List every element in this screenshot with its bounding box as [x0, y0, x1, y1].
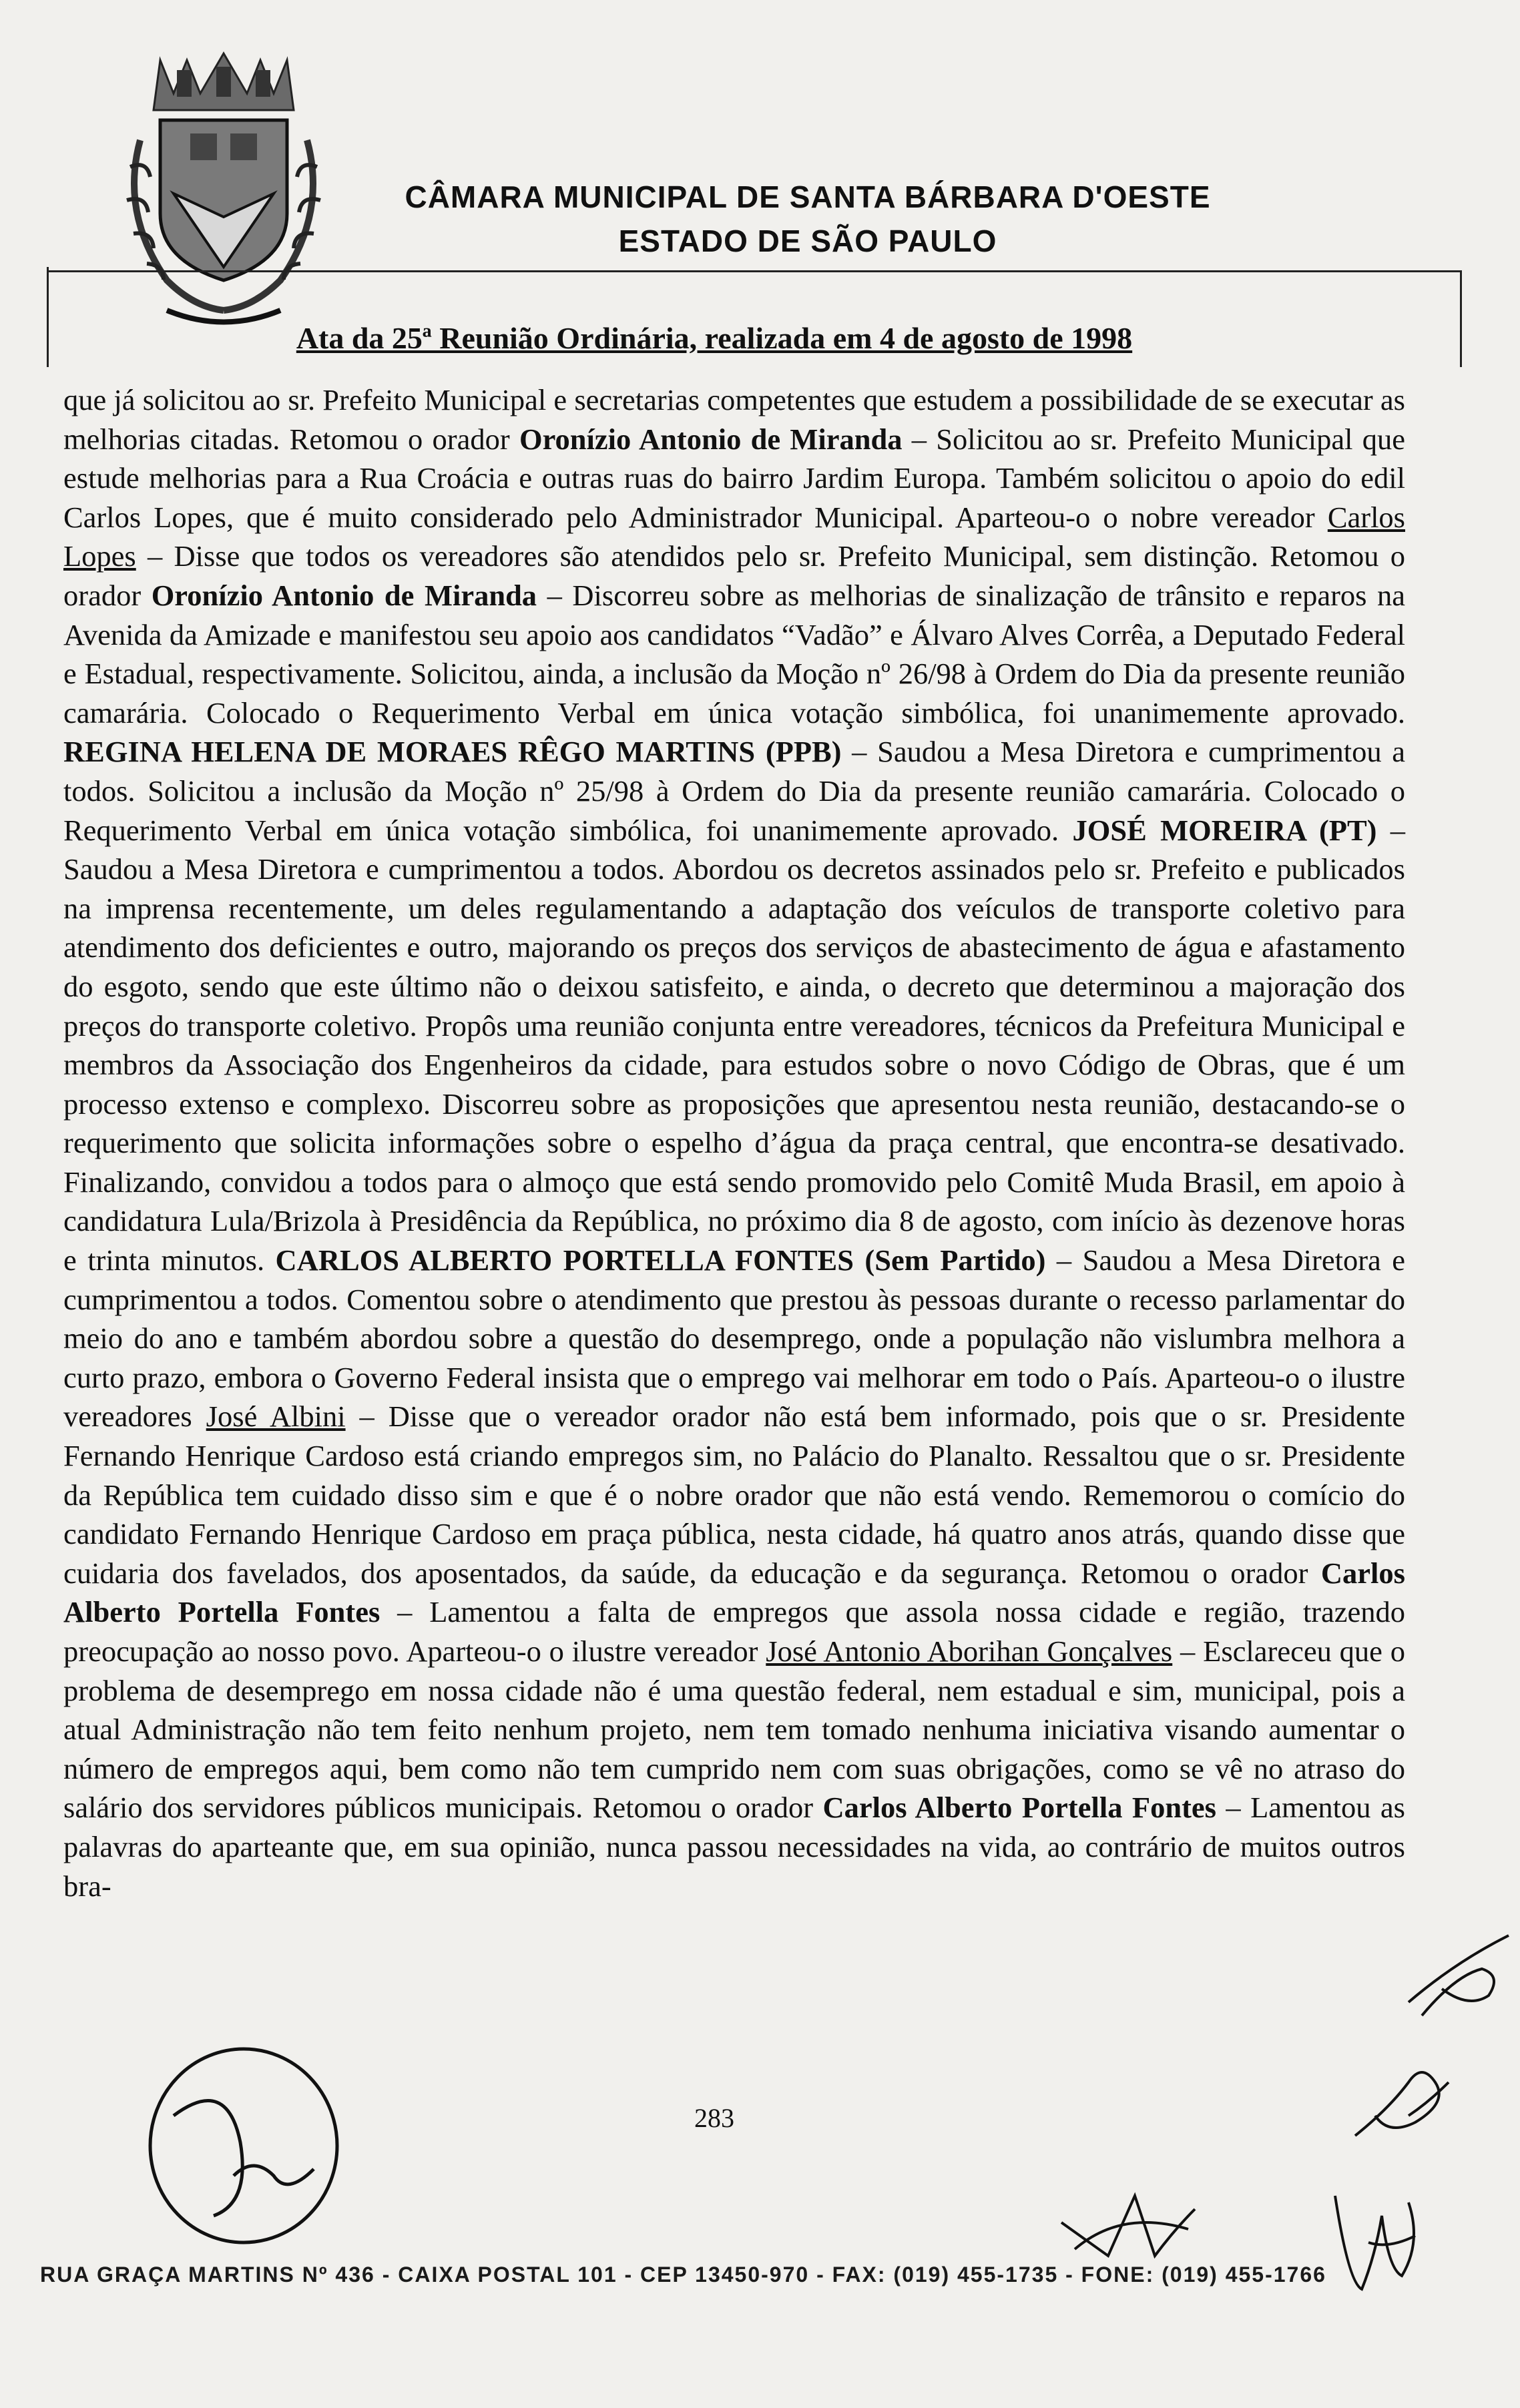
body-text-run: que já solicitou ao sr. Prefeito Municipal e secretarias competentes que estudem a possibilidade de se executar as melhorias citadas. Retomou o orador — [63, 383, 1405, 456]
body-text-run: – Lamentou a falta de empregos que assola nossa cidade e região, trazendo preocupação ao nosso povo. Aparteou-o o ilustre vereador — [63, 1595, 1405, 1668]
minutes-paragraph — [63, 380, 1405, 1905]
body-text-run: – Disse que o vereador orador não está bem informado, pois que o sr. Presidente Fernando Henrique Cardoso está criando empregos sim, no Palácio do Planalto. Ressaltou que o sr. Presidente da República tem cuidado disso sim e que é o nobre orador que não está vendo. Rememorou o comício do candidato Fernando Henrique Cardoso em praça pública, nesta cidade, há quatro anos atrás, quando disse que cuidaria dos favelados, dos aposentados, da saúde, da educação e da segurança. Retomou o orador — [63, 1400, 1405, 1590]
speaker-name: Oronízio Antonio de Miranda — [151, 578, 537, 612]
minutes-title: Ata da 25ª Reunião Ordinária, realizada em 4 de agosto de 1998 — [296, 321, 1133, 355]
speaker-name: REGINA HELENA DE MORAES RÊGO MARTINS (PPB) — [63, 735, 842, 769]
body-text-run: – Lamentou as palavras do aparteante que, em sua opinião, nunca passou necessidades na vida, ao contrário de muitos outros bra- — [63, 1791, 1405, 1903]
aparteante-name: José Albini — [206, 1400, 346, 1434]
speaker-name: Carlos Alberto Portella Fontes — [63, 1556, 1405, 1629]
header-vertical-rule-right — [1460, 270, 1462, 367]
aparteante-name: Carlos Lopes — [63, 500, 1405, 573]
header-horizontal-rule — [47, 270, 1462, 272]
institution-name: CÂMARA MUNICIPAL DE SANTA BÁRBARA D'OESTE — [405, 180, 1211, 214]
body-text-run: – Saudou a Mesa Diretora e cumprimentou a todos. Comentou sobre o atendimento que prestou às pessoas durante o recesso parlamentar do meio do ano e também abordou sobre a questão do desemprego, onde a população não vislumbra melhora a curto prazo, embora o Governo Federal insista que o emprego vai melhorar em todo o País. Aparteou-o o ilustre vereadores — [63, 1243, 1405, 1434]
body-text-run: – Disse que todos os vereadores são atendidos pelo sr. Prefeito Municipal, sem distinção. Retomou o orador — [63, 539, 1405, 612]
speaker-name: JOSÉ MOREIRA (PT) — [1072, 813, 1377, 847]
handwritten-signature-left — [134, 2036, 354, 2256]
speaker-name: Carlos Alberto Portella Fontes — [822, 1791, 1216, 1825]
handwritten-mark-margin — [1402, 1922, 1515, 2022]
handwritten-initials-right — [1348, 2056, 1462, 2156]
municipal-coat-of-arms-icon — [113, 47, 334, 327]
header-vertical-rule-left — [47, 267, 49, 367]
body-text-run: – Solicitou ao sr. Prefeito Municipal que estude melhorias para a Rua Croácia e outras ruas do bairro Jardim Europa. Também solicitou o apoio do edil Carlos Lopes, que é muito considerado pelo Administrador Municipal. Aparteou-o o nobre vereador — [63, 422, 1406, 534]
aparteante-name: José Antonio Aborihan Gonçalves — [766, 1634, 1173, 1668]
speaker-name: CARLOS ALBERTO PORTELLA FONTES (Sem Partido) — [275, 1243, 1046, 1277]
address-footer: RUA GRAÇA MARTINS Nº 436 - CAIXA POSTAL 101 - CEP 13450-970 - FAX: (019) 455-1735 - FONE: (019) 455-1766 — [40, 2263, 1326, 2287]
state-name: ESTADO DE SÃO PAULO — [618, 224, 997, 258]
speaker-name: Oronízio Antonio de Miranda — [519, 422, 903, 456]
body-text-run: – Discorreu sobre as melhorias de sinalização de trânsito e reparos na Avenida da Amizade e manifestou seu apoio aos candidatos “Vadão” e Álvaro Alves Corrêa, a Deputado Federal e Estadual, respectivamente. Solicitou, ainda, a inclusão da Moção nº 26/98 à Ordem do Dia da presente reunião camarária. Colocado o Requerimento Verbal em única votação simbólica, foi unanimemente aprovado. — [63, 578, 1406, 729]
handwritten-signature-bottom-center — [1055, 2182, 1202, 2269]
page-number: 283 — [694, 2103, 734, 2133]
body-text-run: – Esclareceu que o problema de desemprego em nossa cidade não é uma questão federal, nem estadual e sim, municipal, pois a atual Administração não tem feito nenhum projeto, nem tem tomado nenhuma iniciativa visando aumentar o número de empregos aqui, bem como não tem cumprido nem com suas obrigações, como se vê no atraso do salário dos servidores públicos municipais. Retomou o orador — [63, 1634, 1405, 1825]
body-text-run: – Saudou a Mesa Diretora e cumprimentou a todos. Solicitou a inclusão da Moção nº 25/98 à Ordem do Dia da presente reunião camarária. Colocado o Requerimento Verbal em única votação simbólica, foi unanimemente aprovado. — [63, 735, 1406, 847]
body-text-run: – Saudou a Mesa Diretora e cumprimentou a todos. Abordou os decretos assinados pelo sr. Prefeito e publicados na imprensa recentemente, um deles regulamentando a adaptação dos veículos de transporte coletivo para atendimento dos deficientes e outro, majorando os preços dos serviços de abastecimento de água e afastamento do esgoto, sendo que este último não o deixou satisfeito, e ainda, o decreto que determinou a majoração dos preços do transporte coletivo. Propôs uma reunião conjunta entre vereadores, técnicos da Prefeitura Municipal e membros da Associação dos Engenheiros da cidade, para estudos sobre o novo Código de Obras, que é um processo extenso e complexo. Discorreu sobre as proposições que apresentou nesta reunião, destacando-se o requerimento que solicita informações sobre o espelho d’água da praça central, que encontra-se desativado. Finalizando, convidou a todos para o almoço que está sendo promovido pelo Comitê Muda Brasil, em apoio à candidatura Lula/Brizola à Presidência da República, no próximo dia 8 de agosto, com início às dezenove horas e trinta minutos. — [63, 813, 1406, 1277]
minutes-body — [63, 380, 1405, 1905]
